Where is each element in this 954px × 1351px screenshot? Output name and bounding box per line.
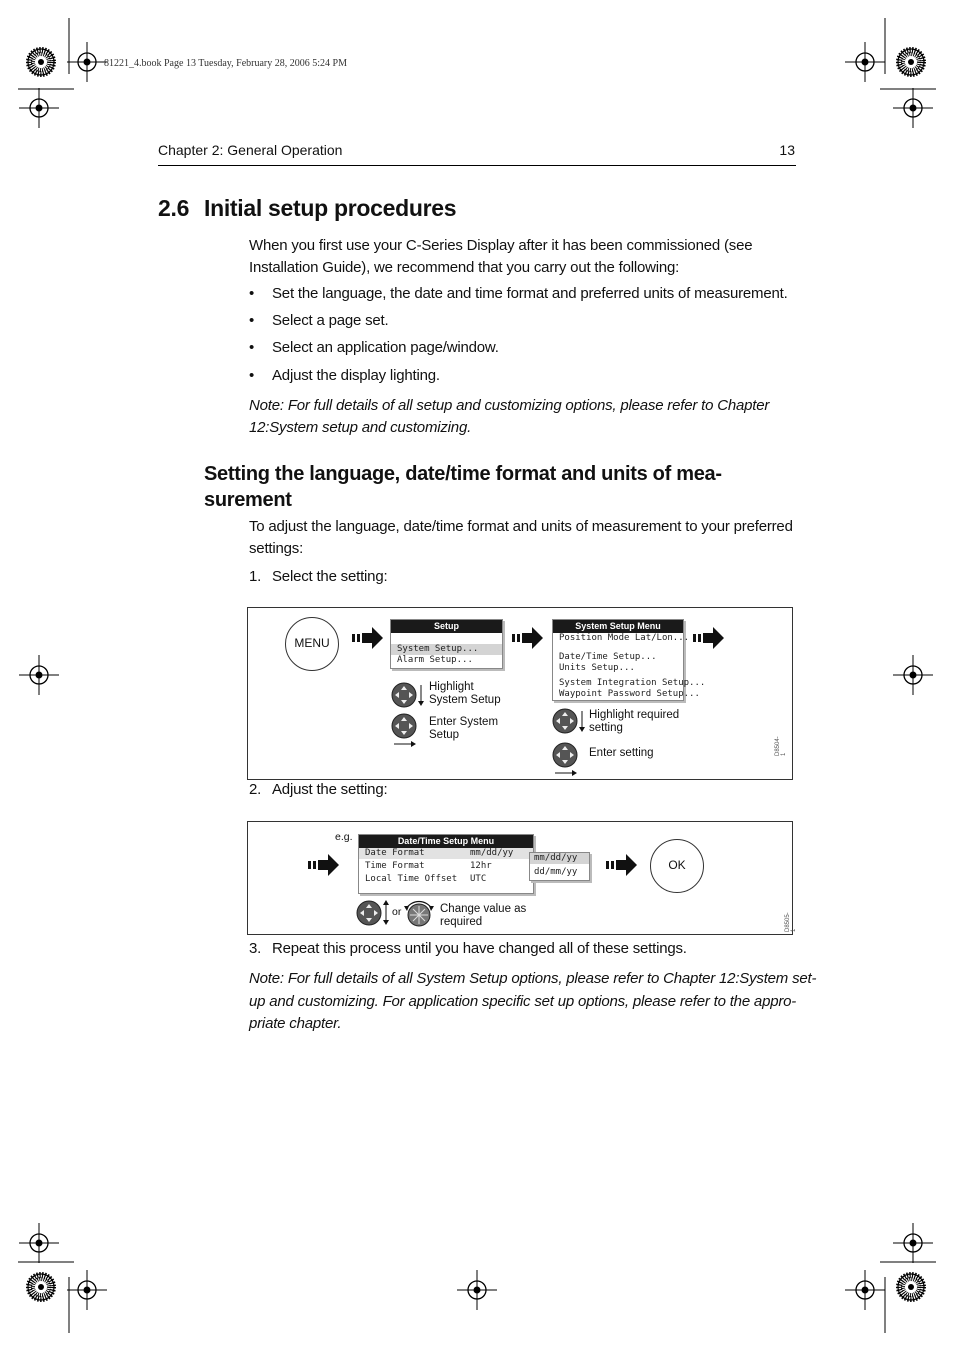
- figure-adjust-setting: [247, 821, 797, 935]
- bullet-text: Set the language, the date and time format and preferred units of measurement.: [272, 285, 788, 302]
- figure-code: D8504-1: [775, 736, 787, 756]
- step-3: 3. Repeat this process until you have changed all of these settings.: [249, 940, 687, 957]
- subsection-title-line1: Setting the language, date/time format and units of mea-: [204, 463, 722, 485]
- section-number: 2.6: [158, 195, 190, 221]
- rotary-knob-icon: [402, 897, 436, 929]
- bullet-text: Select a page set.: [272, 312, 389, 329]
- eg-label: e.g.: [335, 831, 353, 843]
- menu-button: MENU: [285, 617, 339, 671]
- system-setup-menu-title: System Setup Menu: [553, 620, 683, 633]
- section-title: Initial setup procedures: [204, 195, 457, 221]
- menu-item-alarm-setup: Alarm Setup...: [397, 655, 473, 665]
- trackpad-up-down-icon: [552, 708, 586, 736]
- subsection-title-line2: surement: [204, 489, 292, 511]
- figure-code: D8505-1: [785, 912, 797, 932]
- option-dd-mm-yy: dd/mm/yy: [534, 867, 578, 877]
- date-format-options: [529, 852, 590, 881]
- bullet-item: [249, 312, 388, 329]
- bullet-item: [249, 367, 440, 384]
- trackpad-up-down-icon: [391, 682, 425, 710]
- bullet-item: [249, 285, 788, 302]
- menu-row-date-format: Date Format mm/dd/yy: [359, 848, 533, 859]
- annotation-enter-system-setup: Enter System Setup: [429, 716, 499, 741]
- setup-menu-title: Setup: [391, 620, 502, 633]
- next-arrow-icon: [308, 854, 340, 876]
- subsection-heading: [204, 461, 804, 513]
- next-arrow-icon: [512, 627, 544, 649]
- annotation-highlight-required-setting: Highlight required setting: [589, 709, 680, 734]
- step-1: 1. Select the setting:: [249, 568, 388, 585]
- intro-paragraph: When you first use your C-Series Display after it has been commissioned (see Installation Guide), we recommend that you carry out the following:: [249, 237, 753, 276]
- bullet-symbol: •: [249, 285, 255, 302]
- date-time-setup-menu: [358, 834, 534, 894]
- print-info-line: 81221_4.book Page 13 Tuesday, February 28, 2006 5:24 PM: [104, 58, 347, 69]
- menu-row-time-format: Time Format 12hr: [365, 861, 492, 871]
- annotation-change-value: Change value as required: [440, 903, 527, 928]
- bullet-symbol: •: [249, 367, 255, 384]
- note-system-setup: Note: For full details of all System Setup options, please refer to Chapter 12:System set- up and customizing. For application specific set up options, please refer to the appro- priate chapter.: [249, 970, 817, 1032]
- date-time-menu-title: Date/Time Setup Menu: [359, 835, 533, 848]
- annotation-enter-setting: Enter setting: [589, 747, 654, 759]
- running-header-chapter: Chapter 2: General Operation: [158, 142, 343, 158]
- bullet-symbol: •: [249, 339, 255, 356]
- menu-item-system-integration-setup: System Integration Setup...: [559, 678, 706, 688]
- option-mm-dd-yy: mm/dd/yy: [530, 853, 589, 864]
- ok-button: OK: [650, 839, 704, 893]
- next-arrow-icon: [352, 627, 384, 649]
- page-number: 13: [779, 142, 795, 158]
- annotation-highlight-system-setup: Highlight System Setup: [429, 681, 501, 706]
- bullet-text: Adjust the display lighting.: [272, 367, 440, 384]
- bullet-item: [249, 339, 499, 356]
- menu-item-units-setup: Units Setup...: [559, 663, 635, 673]
- figure-select-setting: [247, 607, 793, 780]
- setup-menu: [390, 619, 503, 669]
- section-heading: [158, 195, 456, 222]
- bullet-symbol: •: [249, 312, 255, 329]
- subsection-intro: To adjust the language, date/time format and units of measurement to your preferred settings:: [249, 518, 793, 557]
- next-arrow-icon: [606, 854, 638, 876]
- menu-item-system-setup: System Setup...: [391, 644, 502, 655]
- trackpad-right-icon: [391, 713, 425, 749]
- bullet-text: Select an application page/window.: [272, 339, 499, 356]
- menu-item-position-mode: Position Mode Lat/Lon...: [559, 633, 690, 643]
- or-label: or: [392, 906, 402, 918]
- next-arrow-icon: [693, 627, 725, 649]
- menu-row-local-time-offset: Local Time Offset UTC: [365, 874, 487, 884]
- system-setup-menu: [552, 619, 706, 701]
- note-setup: Note: For full details of all setup and customizing options, please refer to Chapter 12:System setup and customizing.: [249, 397, 770, 436]
- trackpad-up-down-icon: [356, 900, 390, 928]
- menu-item-waypoint-password-setup: Waypoint Password Setup...: [559, 689, 700, 699]
- step-2: 2. Adjust the setting:: [249, 781, 388, 798]
- trackpad-right-icon: [552, 742, 586, 778]
- menu-item-date-time-setup: Date/Time Setup...: [559, 652, 657, 662]
- header-rule: [158, 165, 796, 166]
